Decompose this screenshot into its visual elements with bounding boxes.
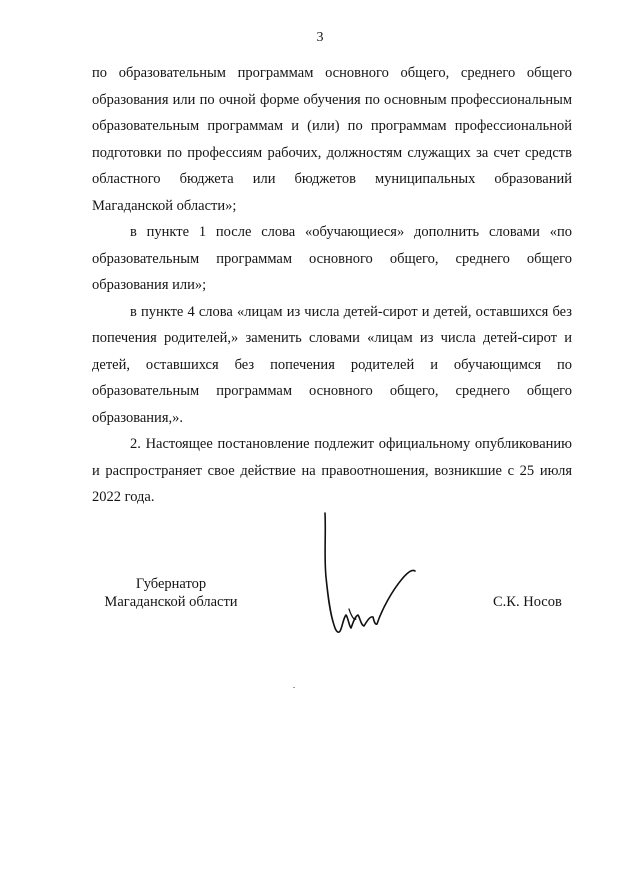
paragraph-continuation: по образовательным программам основного общего, среднего общего образования или по очной форме обучения по основным профессиональным образовательным программам и (или) по программам профессиональной подготовки по профессиям рабочих, должностям служащих за счет средств областного бюджета или бюджетов муниципальных образований Магаданской области»; xyxy=(92,65,572,214)
paragraph-point-1-amendment: в пункте 1 после слова «обучающиеся» дополнить словами «по образовательным программам основного общего, среднего общего образования или»; xyxy=(92,224,572,293)
page-number: 3 xyxy=(316,30,324,45)
scan-speck xyxy=(293,687,295,688)
paragraph-point-4-amendment: в пункте 4 слова «лицам из числа детей-сирот и детей, оставшихся без попечения родителей,» заменить словами «лицам из числа детей-сирот и детей, оставшихся без попечения родителей и обучающимся по образовательным программам основного общего, среднего общего образования,». xyxy=(92,303,572,426)
document-body xyxy=(92,60,572,511)
handwritten-signature xyxy=(316,505,426,645)
signer-title-line-2: Магаданской области xyxy=(104,594,238,610)
signer-title-line-1: Губернатор xyxy=(135,576,207,592)
paragraph-clause-2: 2. Настоящее постановление подлежит официальному опубликованию и распространяет свое действие на правоотношения, возникшие с 25 июля 2022 года. xyxy=(92,436,572,505)
signer-name: С.К. Носов xyxy=(493,594,562,610)
signer-title xyxy=(96,575,246,611)
